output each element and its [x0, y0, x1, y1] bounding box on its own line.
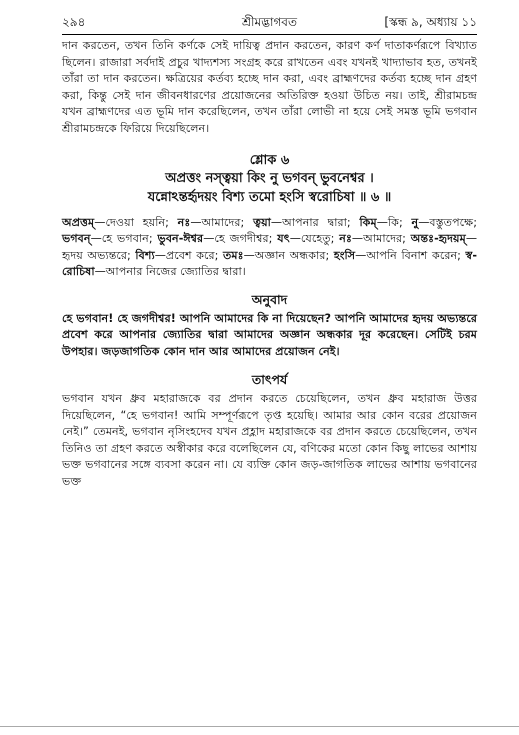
synonym-meaning: —প্রবেশ করে;	[154, 248, 224, 262]
synonym-meaning: —কি;	[376, 215, 412, 229]
synonym-meaning: —হে জগদীশ্বর;	[203, 232, 278, 246]
synonym-term: হংসি	[333, 248, 356, 262]
synonym-meaning: —হৃদয় অভ্যন্তরে;	[62, 232, 478, 262]
synonym-meaning: —বস্তুতপক্ষে;	[418, 215, 477, 229]
synonym-meaning: —যেহেতু;	[289, 232, 340, 246]
translation-text: হে ভগবান! হে জগদীশ্বর! আপনি আমাদের কি না দিয়েছেন? আপনি আমাদের হৃদয় অভ্যন্তরে প্রবেশ করে আপনার জ্যোতির দ্বারা আমাদের অজ্ঞান অন্ধকার দূর করেছেন। সেটিই চরম উপহার। জড়জাগতিক কোন দান আর আমাদের প্রয়োজন নেই।	[62, 311, 477, 359]
synonym-term: অন্তঃ-হৃদয়ম্	[410, 232, 466, 246]
synonym-meaning: —আপনি বিনাশ করেন;	[355, 248, 466, 262]
synonym-term: স্ব-রোচিষা	[62, 248, 477, 279]
shloka-line-2: যন্নোঽন্তর্হৃদয়ং বিশ্য তমো হংসি স্বরোচিষা ॥ ৬ ॥	[147, 189, 392, 205]
word-meanings	[62, 215, 477, 281]
purport-text: ভগবান যখন ধ্রুব মহারাজকে বর প্রদান করতে চেয়েছিলেন, তখন ধ্রুব মহারাজ উত্তর দিয়েছিলেন, “হে ভগবান! আমি সম্পূর্ণরূপে তৃপ্ত হয়েছি। আমার আর কোন বরের প্রয়োজন নেই।” তেমনই, ভগবান নৃসিংহদেব যখন প্রহ্লাদ মহারাজকে বর প্রদান করতে চেয়েছিলেন, তখন তিনিও তা গ্রহণ করতে অস্বীকার করে বলেছিলেন যে, বণিকের মতো কোন কিছু লাভের আশায় ভক্ত ভগবানের সঙ্গে ব্যবসা করেন না। যে ব্যক্তি কোন জড়-জাগতিক লাভের আশায় ভগবানের ভক্ত	[62, 391, 477, 488]
synonym-term: ভুবন-ঈশ্বর	[157, 232, 204, 246]
shloka-line-1: অপ্রত্তং নস্ত্বয়া কিং নু ভগবন্ ভুবনেশ্বর ।	[165, 170, 374, 186]
synonym-meaning: —হে ভগবান;	[90, 232, 158, 246]
header-rule	[62, 34, 477, 35]
translation-heading: অনুবাদ	[251, 291, 288, 307]
synonym-meaning: —আমাদের;	[190, 215, 254, 229]
synonym-meaning: —দেওয়া হয়নি;	[94, 215, 178, 229]
synonym-term: বিশ্য	[135, 248, 155, 262]
synonym-term: তমঃ	[223, 248, 244, 262]
intro-paragraph: দান করতেন, তখন তিনি কর্ণকে সেই দায়িত্ব প্রদান করতেন, কারণ কর্ণ দাতাকর্ণরূপে বিখ্যাত ছিলেন। রাজারা সর্বদাই প্রচুর খাদ্যশস্য সংগ্রহ করে রাখতেন এবং যখনই খাদ্যাভাব হত, তখনই তাঁরা তা দান করতেন। ক্ষত্রিয়ের কর্তব্য হচ্ছে দান করা, এবং ব্রাহ্মণদের কর্তব্য হচ্ছে দান গ্রহণ করা, কিন্তু সেই দান জীবনধারণের প্রয়োজনের অতিরিক্ত হওয়া উচিত নয়। তাই, শ্রীরামচন্দ্র যখন ব্রাহ্মণদের এত ভূমি দান করেছিলেন, তখন তাঁরা লোভী না হয়ে সেই সমস্ত ভূমি ভগবান শ্রীরামচন্দ্রকে ফিরিয়ে দিয়েছিলেন।	[62, 39, 477, 135]
purport-heading: তাৎপর্য	[251, 371, 288, 387]
page-content	[62, 38, 477, 491]
synonym-meaning: —আমাদের;	[351, 232, 411, 246]
synonym-term: নঃ	[177, 215, 191, 229]
shloka-heading: শ্লোক ৬	[249, 152, 290, 168]
synonym-meaning: —অজ্ঞান অন্ধকার;	[243, 248, 334, 262]
synonym-term: কিম্	[359, 215, 377, 229]
running-header	[62, 14, 477, 32]
bottom-rule	[0, 726, 519, 727]
synonym-meaning: —আপনার দ্বারা;	[270, 215, 360, 229]
synonym-term: অপ্রত্তম্	[62, 215, 95, 229]
synonym-term: নু	[411, 215, 419, 229]
synonym-term: যৎ	[277, 232, 290, 246]
synonym-term: ত্বয়া	[253, 215, 271, 229]
synonym-term: নঃ	[339, 232, 352, 246]
book-title: শ্রীমদ্ভাগবত	[241, 15, 297, 29]
synonym-term: ভগবন্	[62, 232, 91, 246]
synonym-meaning: —আপনার নিজের জ্যোতির দ্বারা।	[94, 265, 246, 279]
section-reference: [স্কন্ধ ৯, অধ্যায় ১১	[384, 15, 477, 29]
page-number: ২৯৪	[62, 15, 86, 29]
